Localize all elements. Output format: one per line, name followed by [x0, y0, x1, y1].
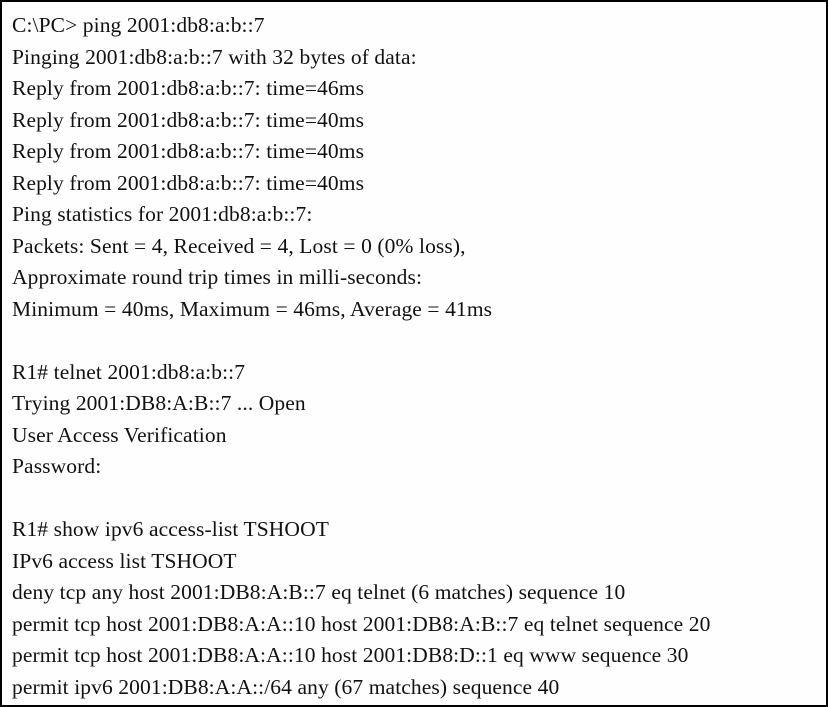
console-line: permit tcp host 2001:DB8:A:A::10 host 2001:DB8:A:B::7 eq telnet sequence 20 [12, 611, 711, 636]
console-line: Pinging 2001:db8:a:b::7 with 32 bytes of data: [12, 44, 417, 69]
console-line-blank [12, 325, 816, 357]
console-line: Reply from 2001:db8:a:b::7: time=46ms [12, 76, 365, 100]
console-line: R1# show ipv6 access-list TSHOOT [12, 517, 329, 541]
console-line: Minimum = 40ms, Maximum = 46ms, Average = 41ms [12, 296, 493, 321]
console-output [12, 10, 816, 703]
console-line: Reply from 2001:db8:a:b::7: time=40ms [12, 139, 365, 163]
console-line: permit tcp host 2001:DB8:A:A::10 host 2001:DB8:D::1 eq www sequence 30 [12, 643, 689, 667]
console-line: R1# telnet 2001:db8:a:b::7 [12, 359, 246, 384]
console-line: User Access Verification [12, 422, 227, 447]
console-line: deny tcp any host 2001:DB8:A:B::7 eq telnet (6 matches) sequence 10 [12, 580, 626, 604]
console-line: Packets: Sent = 4, Received = 4, Lost = 0 (0% loss), [12, 233, 466, 258]
console-line: permit ipv6 2001:DB8:A:A::/64 any (67 matches) sequence 40 [12, 674, 560, 699]
console-line: Trying 2001:DB8:A:B::7 ... Open [12, 391, 306, 415]
console-line: Reply from 2001:db8:a:b::7: time=40ms [12, 107, 365, 132]
console-line: Ping statistics for 2001:db8:a:b::7: [12, 202, 313, 226]
console-line-blank [12, 483, 816, 515]
console-line: Approximate round trip times in milli-seconds: [12, 265, 423, 289]
console-line: IPv6 access list TSHOOT [12, 548, 237, 573]
console-line: Reply from 2001:db8:a:b::7: time=40ms [12, 170, 365, 195]
console-line: C:\PC> ping 2001:db8:a:b::7 [12, 13, 265, 37]
console-line: Password: [12, 454, 102, 478]
